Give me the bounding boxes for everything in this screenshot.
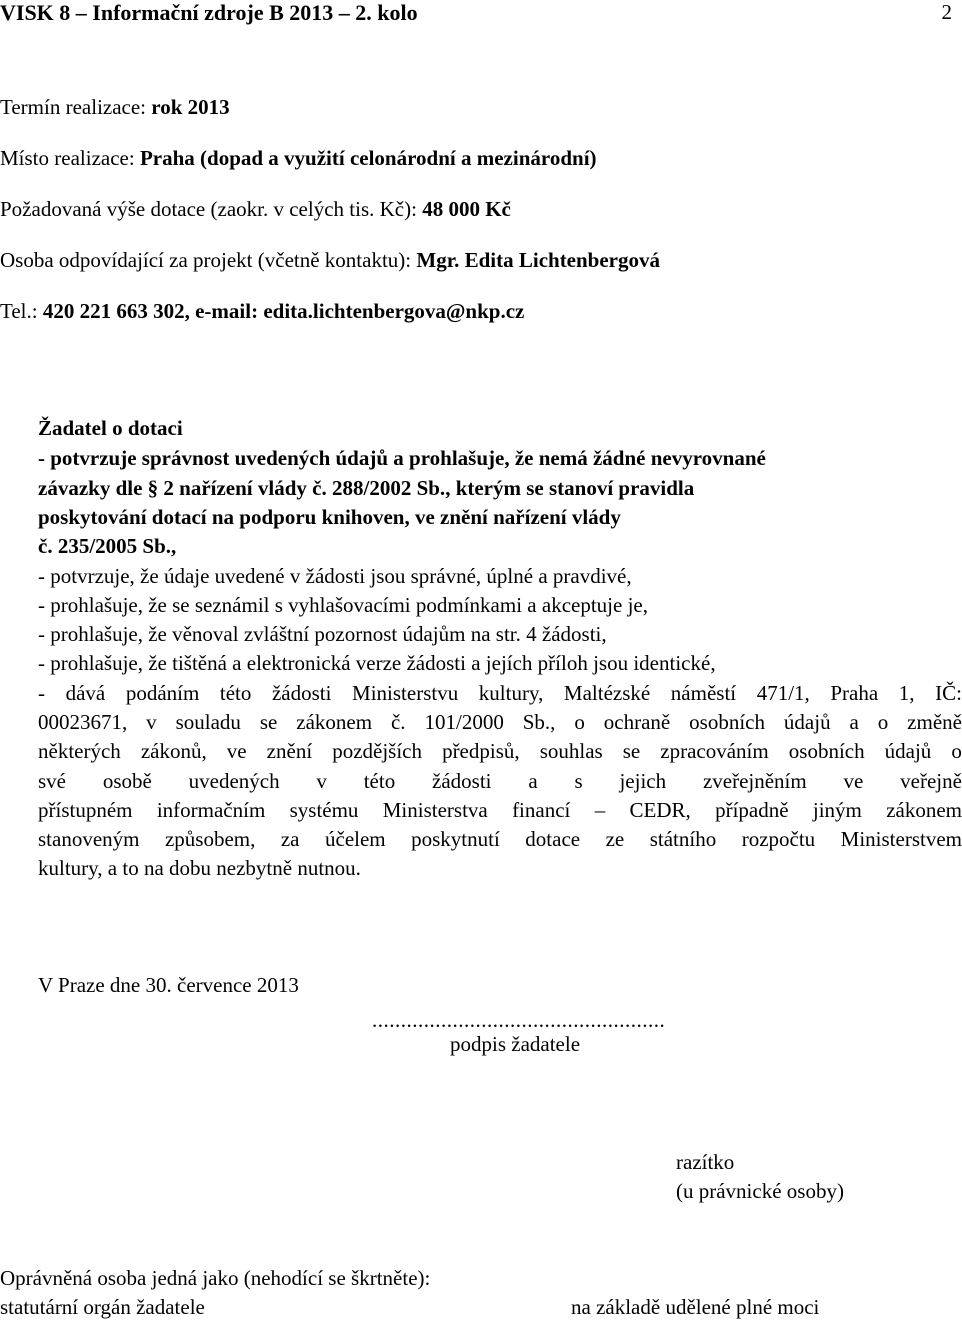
declaration-heading: Žadatel o dotaci bbox=[38, 416, 183, 440]
decl-b6-word: v bbox=[316, 768, 327, 793]
tel-value: 420 221 663 302, e-mail: edita.lichtenbergova@nkp.cz bbox=[42, 299, 525, 323]
termin-value: rok 2013 bbox=[151, 95, 230, 119]
decl-b1-line2-bold: závazky dle § 2 nařízení vlády č. 288/2002 Sb. bbox=[38, 476, 446, 500]
decl-b6-word: přístupném bbox=[38, 797, 133, 822]
decl-b6-word: o bbox=[951, 739, 962, 764]
decl-b6-word: osobních bbox=[788, 739, 865, 764]
decl-b6-word: zveřejněním bbox=[702, 768, 807, 793]
decl-b6-word: údajů bbox=[884, 739, 932, 764]
decl-b1-line1: - potvrzuje správnost uvedených údajů a prohlašuje, že nemá žádné nevyrovnané bbox=[38, 446, 766, 470]
decl-b6-word: - bbox=[38, 681, 45, 705]
decl-b6-word: této bbox=[219, 681, 252, 705]
osoba-label: Osoba odpovídající za projekt (včetně kontaktu): bbox=[0, 248, 417, 272]
decl-b1-line4-bold: č. 235/2005 Sb. bbox=[38, 534, 172, 558]
decl-b6-line bbox=[38, 797, 962, 829]
decl-b6-word: předpisů, bbox=[442, 739, 520, 764]
place-date: V Praze dne 30. července 2013 bbox=[38, 973, 299, 997]
decl-b6-word: dotace bbox=[525, 826, 581, 851]
misto-realizace bbox=[0, 148, 597, 169]
decl-b6-word: CEDR, bbox=[629, 797, 691, 822]
decl-b6-word: informačním bbox=[156, 797, 266, 822]
decl-b6-last-line: kultury, a to na dobu nezbytně nutnou. bbox=[38, 856, 361, 880]
decl-b6-word: systému bbox=[289, 797, 359, 822]
decl-b6-word: rozpočtu bbox=[741, 826, 816, 851]
decl-b6-word: žádosti bbox=[271, 681, 332, 705]
decl-b6-word: v bbox=[146, 710, 157, 735]
decl-b6-word: žádosti bbox=[432, 768, 492, 793]
decl-b6-word: Maltézské bbox=[563, 681, 651, 705]
decl-b6-word: účelem bbox=[325, 826, 386, 851]
decl-b6-word: uvedených bbox=[188, 768, 280, 793]
decl-b6-word: se bbox=[259, 710, 278, 735]
stamp-note: (u právnické osoby) bbox=[676, 1179, 844, 1203]
decl-b6-word: podáním bbox=[125, 681, 200, 705]
decl-b6-word: ve bbox=[843, 768, 864, 793]
decl-b4: - prohlašuje, že věnoval zvláštní pozornost údajům na str. 4 žádosti, bbox=[38, 622, 607, 646]
decl-b1-line4 bbox=[38, 536, 176, 557]
decl-b6-word: č. bbox=[390, 710, 406, 735]
decl-b6-word: za bbox=[280, 826, 300, 851]
decl-b6-word: Sb., bbox=[522, 710, 556, 735]
decl-b6-line bbox=[38, 683, 962, 712]
decl-b6-word: kultury, bbox=[478, 681, 544, 705]
decl-b6-word: Ministerstvu bbox=[352, 681, 459, 705]
signature-label: podpis žadatele bbox=[450, 1032, 581, 1056]
pozadovana-vyse bbox=[0, 199, 511, 220]
decl-b1-line4-rest: , bbox=[171, 534, 177, 558]
decl-b2: - potvrzuje, že údaje uvedené v žádosti jsou správné, úplné a pravdivé, bbox=[38, 564, 632, 588]
decl-b6-word: jejich bbox=[619, 768, 667, 793]
decl-b6-word: pozdějších bbox=[332, 739, 423, 764]
decl-b6-word: – bbox=[594, 797, 606, 822]
decl-b6-word: některých bbox=[38, 739, 121, 764]
decl-b6-word: zákonů, bbox=[140, 739, 207, 764]
kontakt bbox=[0, 301, 524, 322]
osoba-value: Mgr. Edita Lichtenbergová bbox=[416, 248, 661, 272]
decl-b6-word: veřejně bbox=[900, 768, 962, 793]
decl-b6-word: změně bbox=[907, 710, 962, 735]
decl-b6-word: ze bbox=[605, 826, 625, 851]
tel-label: Tel.: bbox=[0, 299, 43, 323]
authorized-person-label: Oprávněná osoba jedná jako (nehodící se škrtněte): bbox=[0, 1266, 431, 1290]
decl-b6-word: 00023671, bbox=[38, 710, 128, 735]
decl-b6-word: 1, bbox=[898, 681, 915, 705]
decl-b6-word: o bbox=[877, 710, 889, 735]
decl-b1-line2-rest: , kterým se stanoví pravidla bbox=[445, 476, 695, 500]
decl-b6-word: jiným bbox=[812, 797, 862, 822]
decl-b6-word: způsobem, bbox=[164, 826, 256, 851]
decl-b6-word: údajů bbox=[783, 710, 831, 735]
decl-b6-word: ve bbox=[226, 739, 247, 764]
power-of-attorney-option: na základě udělené plné moci bbox=[571, 1295, 820, 1319]
decl-b6-line bbox=[38, 768, 962, 800]
decl-b6-word: IČ: bbox=[935, 681, 962, 705]
odpovedna-osoba bbox=[0, 250, 660, 271]
signature-line: ................................................... bbox=[372, 1008, 666, 1032]
decl-b6-word: a bbox=[528, 768, 538, 793]
decl-b6-word: znění bbox=[266, 739, 313, 764]
decl-b6-word: zpracováním bbox=[660, 739, 769, 764]
decl-b6-word: osobě bbox=[102, 768, 152, 793]
decl-b6-line bbox=[38, 826, 962, 851]
decl-b6-word: s bbox=[574, 768, 583, 793]
decl-b6-word: Praha bbox=[830, 681, 879, 705]
decl-b6-word: a bbox=[849, 710, 859, 735]
decl-b6-word: své bbox=[38, 768, 66, 793]
termin-realizace bbox=[0, 97, 230, 118]
decl-b6-word: financí bbox=[512, 797, 571, 822]
decl-b6-word: Ministerstva bbox=[382, 797, 488, 822]
decl-b6-word: ochraně bbox=[603, 710, 671, 735]
decl-b6-word: se bbox=[622, 739, 641, 764]
decl-b6-word: této bbox=[363, 768, 396, 793]
decl-b6-word: stanoveným bbox=[38, 826, 140, 851]
decl-b6-word: zákonem bbox=[296, 710, 373, 735]
vyse-value: 48 000 Kč bbox=[422, 197, 511, 221]
decl-b6-word: 101/2000 bbox=[424, 710, 504, 735]
decl-b6-word: náměstí bbox=[670, 681, 737, 705]
decl-b6-word: o bbox=[574, 710, 585, 735]
termin-label: Termín realizace: bbox=[0, 95, 152, 119]
decl-b3: - prohlašuje, že se seznámil s vyhlašovacími podmínkami a akceptuje je, bbox=[38, 593, 648, 617]
decl-b6-word: dává bbox=[65, 681, 106, 705]
decl-b6-line bbox=[38, 712, 962, 741]
decl-b6-line bbox=[38, 741, 962, 770]
vyse-label: Požadovaná výše dotace (zaokr. v celých tis. Kč): bbox=[0, 197, 423, 221]
decl-b6-paragraph bbox=[38, 683, 962, 850]
decl-b6-word: Ministerstvem bbox=[840, 826, 962, 851]
decl-b6-word: 471/1, bbox=[756, 681, 810, 705]
decl-b6-word: zákonem bbox=[886, 797, 962, 822]
decl-b1-line2 bbox=[38, 478, 694, 499]
decl-b5: - prohlašuje, že tištěná a elektronická verze žádosti a jejích příloh jsou identické, bbox=[38, 651, 716, 675]
misto-label: Místo realizace: bbox=[0, 146, 140, 170]
decl-b6-word: osobních bbox=[689, 710, 765, 735]
statutory-body-option: statutární orgán žadatele bbox=[0, 1295, 205, 1319]
decl-b6-word: státního bbox=[649, 826, 717, 851]
decl-b6-word: souladu bbox=[175, 710, 241, 735]
header-title: VISK 8 – Informační zdroje B 2013 – 2. kolo bbox=[0, 0, 418, 25]
stamp-label: razítko bbox=[676, 1150, 735, 1174]
misto-value: Praha (dopad a využití celonárodní a mezinárodní) bbox=[139, 146, 597, 170]
page-number: 2 bbox=[941, 0, 952, 24]
decl-b6-word: případně bbox=[715, 797, 789, 822]
decl-b6-word: poskytnutí bbox=[411, 826, 500, 851]
decl-b1-line3: poskytování dotací na podporu knihoven, ve znění nařízení vlády bbox=[38, 505, 621, 529]
decl-b6-word: souhlas bbox=[539, 739, 603, 764]
